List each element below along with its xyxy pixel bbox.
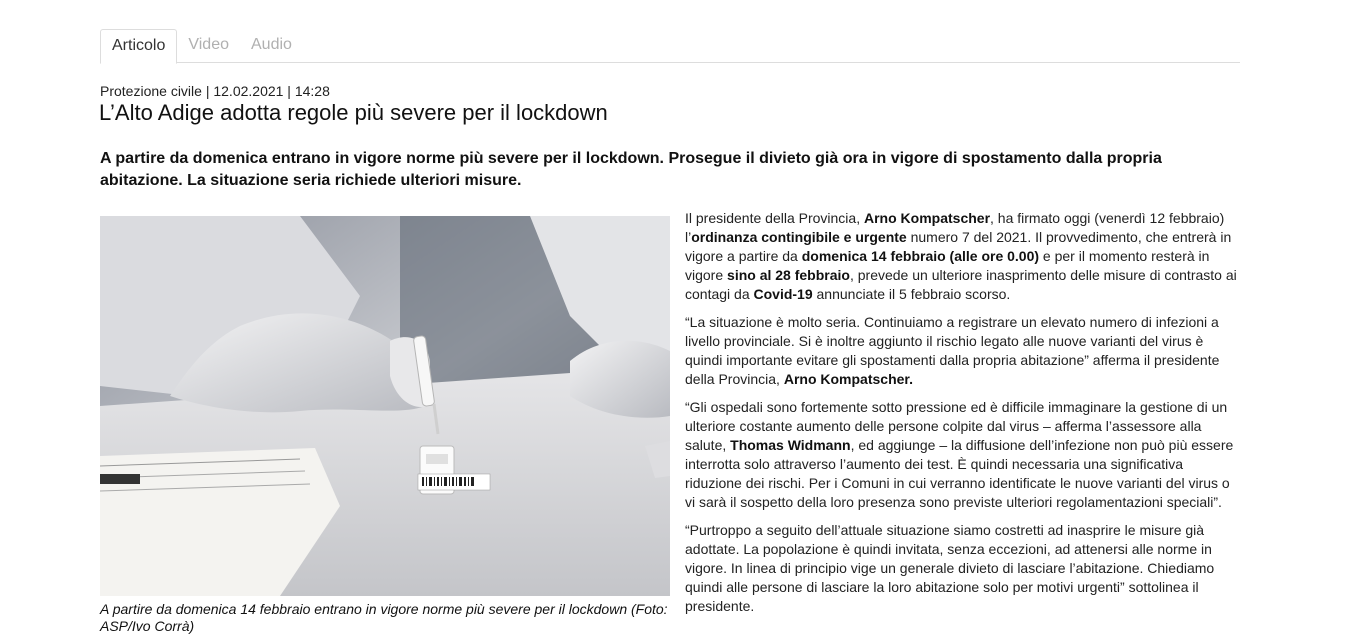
article-lead: A partire da domenica entrano in vigore norme più severe per il lockdown. Prosegue il divieto già ora in vigore di spostamento dalla propria abitazione. La situazione seria richiede ulteriori misure. [100, 150, 1162, 189]
bold-text: sino al 28 febbraio [727, 267, 850, 283]
article-photo[interactable] [100, 216, 670, 596]
text: “La situazione è molto seria. Continuiamo a registrare un elevato numero di infezioni a livello provinciale. Si è inoltre aggiunto il rischio legato alle nuove varianti del virus è quindi importante evitare gli spostamenti dalla propria abitazione” afferma il presidente della Provincia, [685, 314, 1220, 387]
bold-text: domenica 14 febbraio (alle ore 0.00) [801, 248, 1040, 264]
text: , ha firmato oggi (venerdì 12 febbraio) l’ [685, 210, 1225, 245]
covid-test-photo [100, 216, 670, 596]
text: “Purtroppo a seguito dell’attuale situazione siamo costretti ad inasprire le misure già adottate. La popolazione è quindi invitata, senza eccezioni, ad attenersi alle norme in vigore. In linea di principio vige un generale divieto di lasciare l’abitazione. Chiediamo quindi alle persone di lasciare la loro abitazione solo per motivi urgenti” sottolinea il presidente. [685, 522, 1215, 614]
tab-video[interactable]: Video [188, 36, 229, 53]
text: annunciate il 5 febbraio scorso. [812, 286, 1011, 302]
text: e per il momento resterà in vigore [685, 248, 1210, 283]
paragraph-1 [685, 209, 1240, 304]
bold-text: Thomas Widmann [730, 437, 851, 453]
photo-caption: A partire da domenica 14 febbraio entrano in vigore norme più severe per il lockdown (Foto: ASP/Ivo Corrà) [100, 601, 668, 634]
text: , ed aggiunge – la diffusione dell’infezione non può più essere interrotta solo attraverso l’aumento dei test. È quindi necessaria una significativa riduzione dei rischi. Per i Comuni in cui verranno identificate le nuove varianti del virus o vi sarà il sospetto della loro presenza sono previste ulteriori regolamentazioni speciali”. [685, 437, 1234, 510]
article-body [685, 209, 1240, 625]
tab-articolo[interactable]: Articolo [100, 29, 177, 64]
bold-text: Covid-19 [753, 286, 813, 302]
paragraph-2 [685, 313, 1240, 389]
text: , prevede un ulteriore inasprimento delle misure di contrasto ai contagi da [685, 267, 1237, 302]
article-meta: Protezione civile | 12.02.2021 | 14:28 [100, 83, 330, 99]
paragraph-4 [685, 521, 1240, 616]
bold-text: Arno Kompatscher. [783, 371, 913, 387]
bold-text: Arno Kompatscher [864, 210, 991, 226]
paragraph-3 [685, 398, 1240, 512]
text: Il presidente della Provincia, [685, 210, 864, 226]
tab-audio[interactable]: Audio [251, 36, 292, 53]
text: “Gli ospedali sono fortemente sotto pressione ed è difficile immaginare la gestione di un ulteriore costante aumento delle persone colpite dal virus – afferma l’assessore alla salute, [685, 399, 1228, 453]
article-title: L’Alto Adige adotta regole più severe per il lockdown [99, 100, 608, 125]
bold-text: ordinanza contingibile e urgente [691, 229, 907, 245]
text: numero 7 del 2021. Il provvedimento, che entrerà in vigore a partire da [685, 229, 1232, 264]
tab-bar [100, 29, 1240, 63]
